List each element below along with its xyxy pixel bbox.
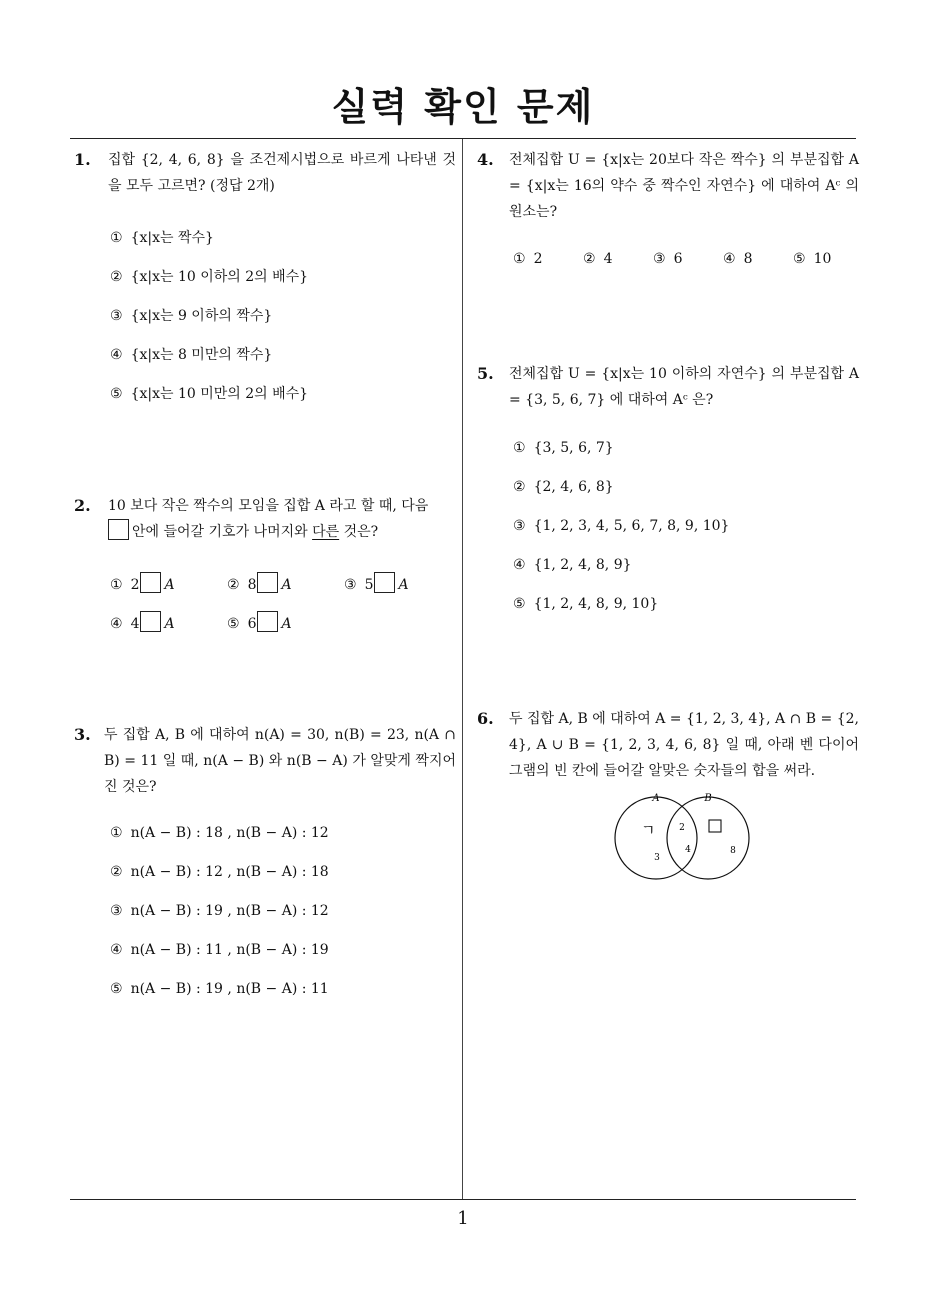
option-mark: ③ — [110, 308, 123, 324]
region-b-only-value: 8 — [730, 846, 736, 856]
option-text: 10 — [813, 251, 832, 267]
q4-option-4[interactable] — [723, 251, 752, 267]
option-text: 2 — [533, 251, 543, 267]
q1-option-4[interactable] — [110, 344, 272, 364]
q4-option-1[interactable] — [513, 251, 542, 267]
option-text: n(A − B) : 18 , n(B − A) : 12 — [130, 825, 329, 841]
intersection-value-bottom: 4 — [685, 845, 691, 855]
blank-box — [374, 572, 395, 593]
q3-option-4[interactable] — [110, 942, 329, 958]
option-text: {1, 2, 4, 8, 9} — [533, 557, 632, 573]
option-mark: ⑤ — [227, 616, 240, 632]
option-text: 8 — [743, 251, 753, 267]
question-number: 2. — [74, 496, 91, 515]
venn-diagram — [610, 790, 756, 882]
q5-option-2[interactable] — [513, 479, 614, 495]
set-symbol: A — [281, 616, 292, 632]
blank-box — [140, 572, 161, 593]
option-text: {x|x는 짝수} — [130, 230, 214, 246]
question-3 — [74, 722, 456, 806]
q2-option-2[interactable] — [227, 572, 292, 593]
option-text: n(A − B) : 11 , n(B − A) : 19 — [130, 942, 329, 958]
question-number: 3. — [74, 725, 91, 744]
option-mark: ② — [110, 269, 123, 285]
option-mark: ③ — [344, 577, 357, 593]
option-mark: ③ — [110, 903, 123, 919]
q1-option-1[interactable] — [110, 227, 214, 247]
question-text: 집합 {2, 4, 6, 8} 을 조건제시법으로 바르게 나타낸 것을 모두 고르면? (정답 2개) — [108, 152, 456, 194]
option-mark: ① — [110, 230, 123, 246]
question-4 — [477, 147, 859, 231]
option-mark: ④ — [110, 347, 123, 363]
blank-giyeok: ㄱ — [641, 821, 656, 839]
intersection-value-top: 2 — [679, 823, 685, 833]
q4-option-5[interactable] — [793, 251, 831, 267]
option-mark: ③ — [513, 518, 526, 534]
page-number: 1 — [457, 1208, 469, 1229]
q4-option-2[interactable] — [583, 251, 612, 267]
option-mark: ④ — [110, 942, 123, 958]
question-text — [108, 493, 456, 545]
option-number: 5 — [364, 577, 374, 593]
option-text: 4 — [603, 251, 613, 267]
underlined-word: 다른 — [312, 524, 340, 540]
set-symbol: A — [164, 616, 175, 632]
option-text: 6 — [673, 251, 683, 267]
blank-box — [108, 519, 129, 540]
option-text: {3, 5, 6, 7} — [533, 440, 614, 456]
q3-option-3[interactable] — [110, 903, 329, 919]
option-text: n(A − B) : 19 , n(B − A) : 12 — [130, 903, 329, 919]
option-text: {2, 4, 6, 8} — [533, 479, 614, 495]
option-text: {1, 2, 3, 4, 5, 6, 7, 8, 9, 10} — [533, 518, 730, 534]
option-mark: ⑤ — [513, 596, 526, 612]
set-symbol: A — [281, 577, 292, 593]
question-number: 1. — [74, 150, 91, 169]
question-2 — [74, 493, 456, 549]
option-number: 2 — [130, 577, 140, 593]
option-mark: ④ — [723, 251, 736, 267]
option-text: {1, 2, 4, 8, 9, 10} — [533, 596, 659, 612]
blank-box — [140, 611, 161, 632]
q1-option-2[interactable] — [110, 266, 308, 286]
q5-option-4[interactable] — [513, 557, 632, 573]
question-number: 5. — [477, 364, 494, 383]
option-mark: ① — [513, 440, 526, 456]
q3-option-5[interactable] — [110, 981, 329, 997]
blank-box — [709, 820, 721, 832]
q5-option-3[interactable] — [513, 518, 729, 534]
option-mark: ① — [110, 825, 123, 841]
option-text: {x|x는 10 미만의 2의 배수} — [130, 386, 309, 402]
footer-rule — [70, 1199, 856, 1200]
option-mark: ⑤ — [110, 386, 123, 402]
option-mark: ⑤ — [793, 251, 806, 267]
question-text: 전체집합 U = {x|x는 20보다 작은 짝수} 의 부분집합 A = {x|x는 16의 약수 중 짝수인 자연수} 에 대하여 Aᶜ 의 원소는? — [509, 152, 859, 220]
option-text: {x|x는 9 이하의 짝수} — [130, 308, 273, 324]
option-text: {x|x는 8 미만의 짝수} — [130, 347, 273, 363]
option-mark: ⑤ — [110, 981, 123, 997]
header-rule — [70, 138, 856, 139]
q1-option-5[interactable] — [110, 383, 308, 403]
question-text: 전체집합 U = {x|x는 10 이하의 자연수} 의 부분집합 A = {3, 5, 6, 7} 에 대하여 Aᶜ 은? — [509, 366, 859, 408]
option-text: {x|x는 10 이하의 2의 배수} — [130, 269, 309, 285]
option-number: 8 — [247, 577, 257, 593]
question-1 — [74, 147, 456, 207]
set-b-label: B — [704, 793, 712, 804]
option-mark: ② — [110, 864, 123, 880]
question-text: 두 집합 A, B 에 대하여 n(A) = 30, n(B) = 23, n(A ∩ B) = 11 일 때, n(A − B) 와 n(B − A) 가 알맞게 짝지어 진 것은? — [104, 727, 456, 795]
question-5 — [477, 361, 859, 417]
set-symbol: A — [164, 577, 175, 593]
option-text: n(A − B) : 19 , n(B − A) : 11 — [130, 981, 329, 997]
page-title: 실력 확인 문제 — [331, 85, 595, 129]
set-a-circle — [615, 797, 697, 879]
question-6 — [477, 706, 859, 790]
blank-box — [257, 572, 278, 593]
region-a-only-value: 3 — [654, 853, 660, 863]
option-mark: ① — [513, 251, 526, 267]
option-mark: ① — [110, 577, 123, 593]
q2-option-1[interactable] — [110, 572, 175, 593]
option-mark: ④ — [110, 616, 123, 632]
q1-option-3[interactable] — [110, 305, 272, 325]
question-number: 4. — [477, 150, 494, 169]
q4-option-3[interactable] — [653, 251, 682, 267]
option-mark: ③ — [653, 251, 666, 267]
q2-option-4[interactable] — [110, 611, 175, 632]
question-line: 10 보다 작은 짝수의 모임을 집합 A 라고 할 때, 다음 — [108, 498, 429, 514]
question-line: 안에 들어갈 기호가 나머지와 — [132, 524, 308, 540]
q3-option-2[interactable] — [110, 864, 329, 880]
option-mark: ④ — [513, 557, 526, 573]
q2-option-5[interactable] — [227, 611, 292, 632]
option-mark: ② — [583, 251, 596, 267]
option-number: 6 — [247, 616, 257, 632]
set-a-label: A — [652, 793, 660, 804]
q5-option-5[interactable] — [513, 596, 658, 612]
q3-option-1[interactable] — [110, 825, 329, 841]
option-mark: ② — [513, 479, 526, 495]
blank-box — [257, 611, 278, 632]
question-number: 6. — [477, 709, 494, 728]
q5-option-1[interactable] — [513, 440, 614, 456]
question-text: 두 집합 A, B 에 대하여 A = {1, 2, 3, 4}, A ∩ B = {2, 4}, A ∪ B = {1, 2, 3, 4, 6, 8} 일 때, 아래 벤 다이어그램의 빈 칸에 들어갈 알맞은 숫자들의 합을 써라. — [509, 711, 859, 779]
option-number: 4 — [130, 616, 140, 632]
option-mark: ② — [227, 577, 240, 593]
set-b-circle — [667, 797, 749, 879]
question-line: 것은? — [343, 524, 379, 540]
column-divider — [462, 139, 463, 1199]
set-symbol: A — [398, 577, 409, 593]
option-text: n(A − B) : 12 , n(B − A) : 18 — [130, 864, 329, 880]
q2-option-3[interactable] — [344, 572, 409, 593]
